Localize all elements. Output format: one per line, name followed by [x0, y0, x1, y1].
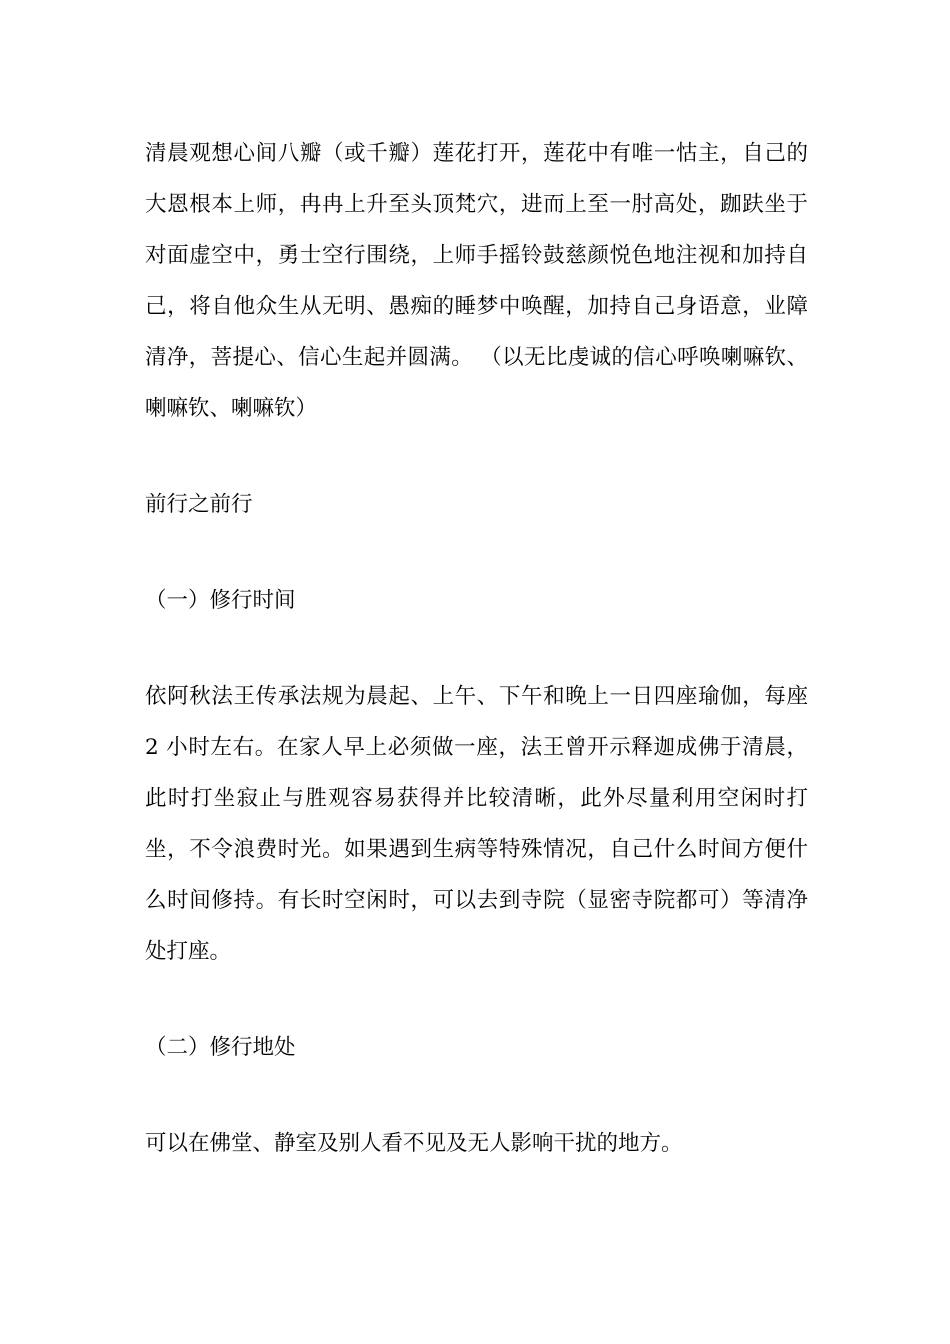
- section-heading-preliminary: 前行之前行: [145, 492, 253, 517]
- subsection-heading-practice-place: （二）修行地处: [145, 1035, 296, 1060]
- paragraph-morning-visualization: 清晨观想心间八瓣（或千瓣）莲花打开，莲花中有唯一怙主，自己的大恩根本上师，冉冉上升至头顶梵穴，进而上至一肘高处，跏趺坐于对面虚空中，勇士空行围绕，上师手摇铃鼓慈颜悦色地注视和加持自己，将自他众生从无明、愚痴的睡梦中唤醒，加持自己身语意，业障清净，菩提心、信心生起并圆满。 （以无比虔诚的信心呼唤喇嘛钦、喇嘛钦、喇嘛钦）: [145, 141, 808, 421]
- paragraph-practice-place: 可以在佛堂、静室及别人看不见及无人影响干扰的地方。: [145, 1131, 683, 1156]
- document-body: [145, 128, 808, 1169]
- paragraph-practice-time: 依阿秋法王传承法规为晨起、上午、下午和晚上一日四座瑜伽，每座 2 小时左右。在家人早上必须做一座，法王曾开示释迦成佛于清晨，此时打坐寂止与胜观容易获得并比较清晰，此外尽量利用空闲时打坐，不令浪费时光。如果遇到生病等特殊情况，自己什么时间方便什么时间修持。有长时空闲时，可以去到寺院（显密寺院都可）等清净处打座。: [145, 684, 808, 964]
- subsection-heading-practice-time: （一）修行时间: [145, 588, 296, 613]
